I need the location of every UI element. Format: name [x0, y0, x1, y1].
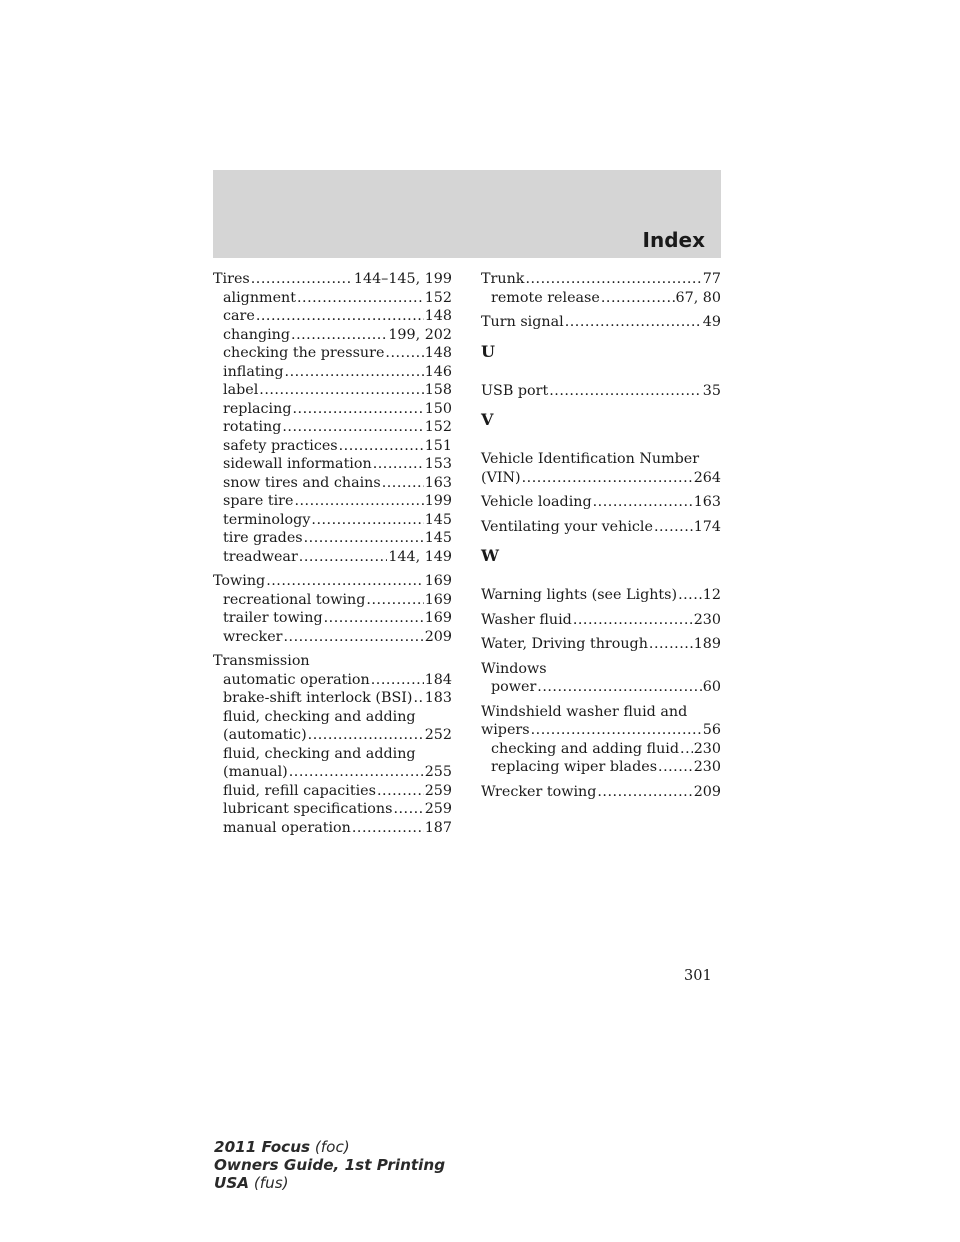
index-subentry: checking and adding fluid ..... 230	[481, 740, 721, 759]
index-subentry: power ..... 60	[481, 678, 721, 697]
index-subentry: spare tire ..... 199	[213, 492, 452, 511]
index-subentry: label ..... 158	[213, 381, 452, 400]
index-entry: USB port ..... 35	[481, 382, 721, 401]
index-subentry: tire grades ..... 145	[213, 529, 452, 548]
index-entry: Tires ..... 144–145, 199	[213, 270, 452, 289]
page-title: Index	[642, 228, 705, 252]
index-letter-heading: U	[481, 341, 495, 361]
index-subentry: snow tires and chains ..... 163	[213, 474, 452, 493]
footer-model-code: (foc)	[314, 1138, 350, 1156]
index-subentry: rotating ..... 152	[213, 418, 452, 437]
index-entry: Windows	[481, 660, 547, 677]
footer-region-code: (fus)	[253, 1174, 289, 1192]
index-subentry: inflating ..... 146	[213, 363, 452, 382]
index-subentry: remote release ..... 67, 80	[481, 289, 721, 308]
index-entry: Warning lights (see Lights) ..... 12	[481, 586, 721, 605]
index-entry: Vehicle Identification Number	[481, 451, 700, 467]
index-subentry: changing ..... 199, 202	[213, 326, 452, 345]
index-subentry: replacing ..... 150	[213, 400, 452, 419]
page-number: 301	[684, 968, 712, 984]
index-subentry: terminology ..... 145	[213, 511, 452, 530]
index-subentry: trailer towing ..... 169	[213, 609, 452, 628]
index-entry: Towing ..... 169	[213, 572, 452, 591]
footer	[214, 1138, 445, 1192]
index-entry: Trunk ..... 77	[481, 270, 721, 289]
index-column-right	[481, 270, 721, 801]
index-subentry: fluid, refill capacities ..... 259	[213, 782, 452, 801]
index-entry: Windshield washer fluid and	[481, 703, 688, 720]
index-entry: Turn signal ..... 49	[481, 313, 721, 332]
index-subentry: sidewall information ..... 153	[213, 455, 452, 474]
index-subentry: replacing wiper blades ..... 230	[481, 758, 721, 777]
index-entry: Ventilating your vehicle ..... 174	[481, 518, 721, 537]
index-subentry: brake-shift interlock (BSI) ..... 183	[213, 689, 452, 708]
index-entry: Wrecker towing ..... 209	[481, 783, 721, 802]
index-subentry: treadwear ..... 144, 149	[213, 548, 452, 567]
index-subentry: fluid, checking and adding	[223, 708, 416, 725]
index-subentry: safety practices ..... 151	[213, 437, 452, 456]
header-band	[213, 170, 721, 258]
index-subentry: checking the pressure ..... 148	[213, 344, 452, 363]
index-subentry: (manual) ..... 255	[213, 763, 452, 782]
index-entry: Vehicle loading ..... 163	[481, 493, 721, 512]
index-entry: Water, Driving through ..... 189	[481, 635, 721, 654]
footer-region: USA	[214, 1174, 250, 1192]
index-subentry: (automatic) ..... 252	[213, 726, 452, 745]
footer-guide: Owners Guide, 1st Printing	[214, 1156, 446, 1174]
index-column-left	[213, 270, 452, 837]
index-subentry: fluid, checking and adding	[223, 745, 416, 762]
index-subentry: recreational towing ..... 169	[213, 591, 452, 610]
index-subentry: care ..... 148	[213, 307, 452, 326]
index-letter-heading: V	[481, 410, 494, 429]
index-subentry: lubricant specifications ..... 259	[213, 800, 452, 819]
index-entry: (VIN) ..... 264	[481, 469, 721, 488]
index-letter-heading: W	[481, 546, 499, 565]
index-entry: wipers ..... 56	[481, 721, 721, 740]
index-subentry: manual operation ..... 187	[213, 819, 452, 838]
index-entry: Washer fluid ..... 230	[481, 611, 721, 630]
index-subentry: wrecker ..... 209	[213, 628, 452, 647]
index-entry: Transmission	[213, 653, 310, 669]
index-subentry: alignment ..... 152	[213, 289, 452, 308]
footer-model: 2011 Focus	[214, 1138, 311, 1156]
index-subentry: automatic operation ..... 184	[213, 671, 452, 690]
